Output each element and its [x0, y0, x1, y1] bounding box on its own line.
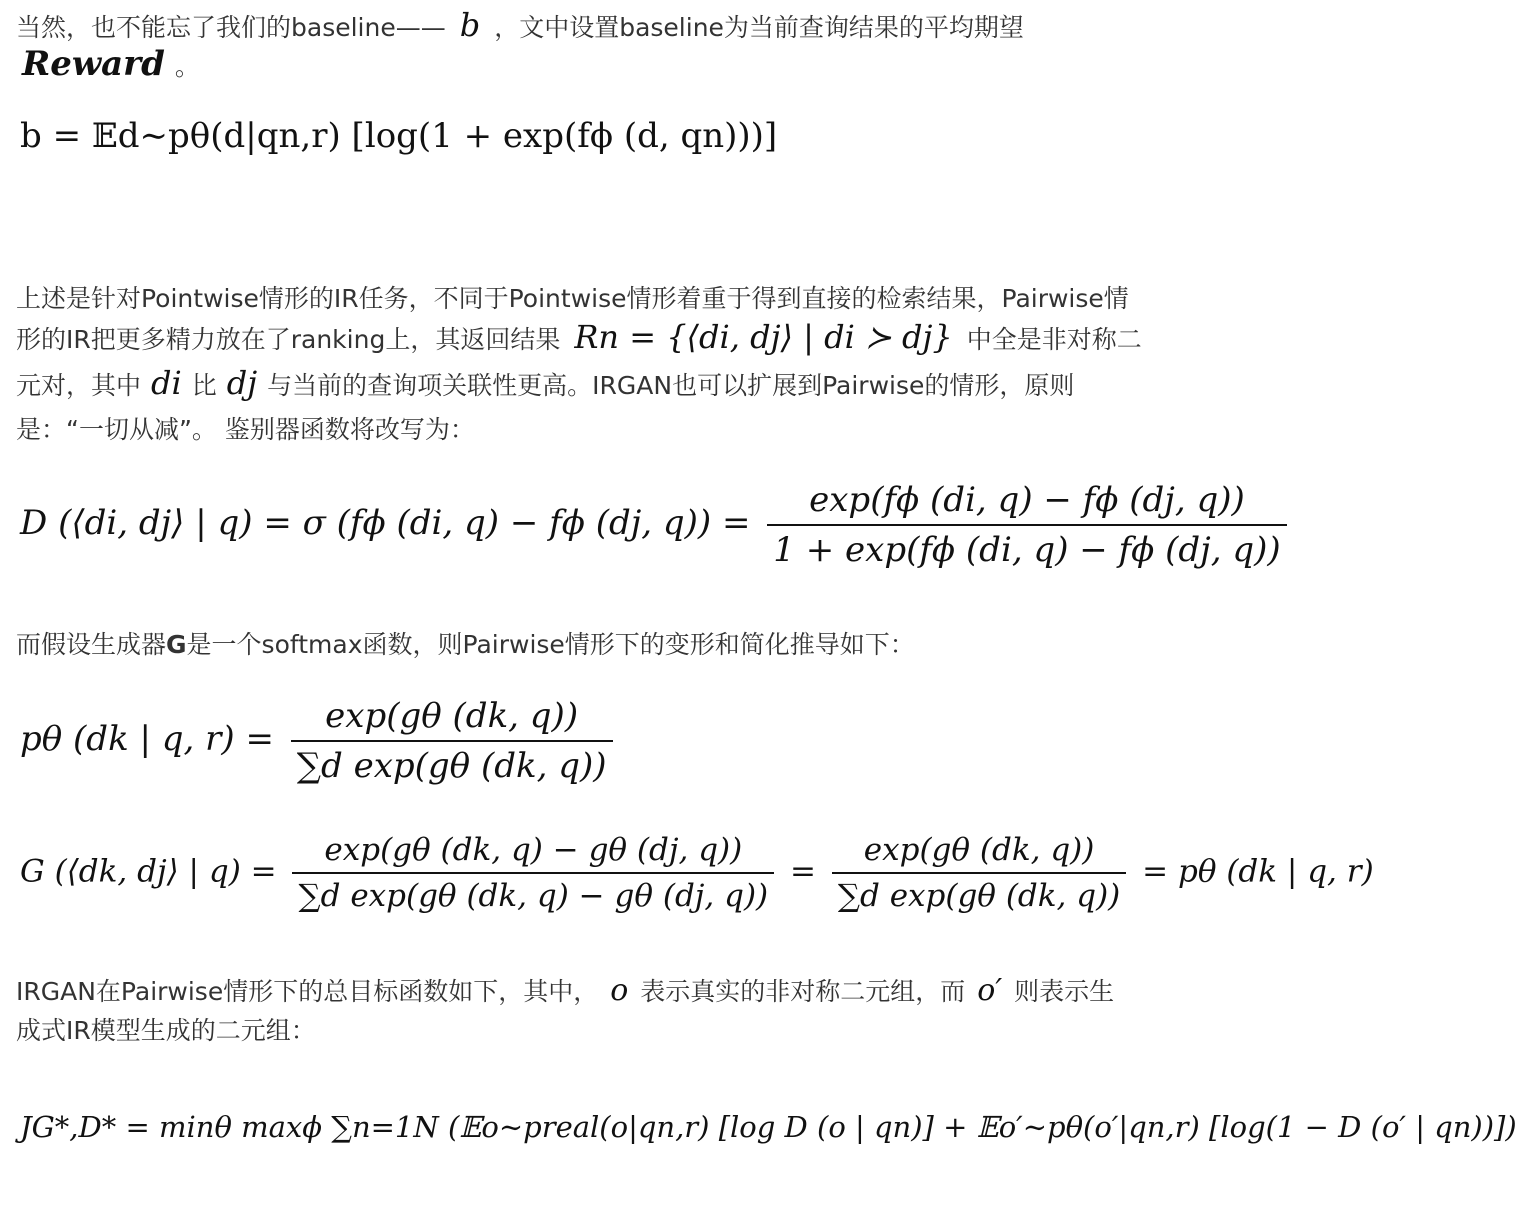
reward-symbol: Reward: [22, 44, 165, 84]
objective-text-b: 表示真实的非对称二元组，而: [640, 977, 966, 1006]
reward-line: [22, 44, 200, 84]
objective-text-a: IRGAN在Pairwise情形下的总目标函数如下，其中，: [16, 977, 599, 1006]
equation-discriminator-fraction: [767, 480, 1286, 570]
equation-p-theta-numerator: exp(gθ (dk, q)): [291, 696, 613, 742]
equation-generator-numerator-1: exp(gθ (dk, q) − gθ (dj, q)): [292, 832, 774, 874]
pairwise-line-2a: 形的IR把更多精力放在了ranking上，其返回结果: [16, 325, 561, 354]
pairwise-line-3b: 比: [191, 371, 217, 400]
pairwise-result-set: Rn = {⟨di, dj⟩ | di ≻ dj}: [574, 318, 953, 356]
pairwise-line-2: [16, 318, 1142, 356]
baseline-b-symbol: b: [459, 6, 481, 44]
equation-generator: [20, 832, 1374, 914]
pairwise-line-3c: 与当前的查询项关联性更高。IRGAN也可以扩展到Pairwise的情形，原则: [267, 371, 1075, 400]
generator-paragraph: [16, 625, 915, 661]
equation-baseline-text: b = 𝔼d∼pθ(d|qn,r) [log(1 + exp(fϕ (d, qn)))]: [20, 116, 778, 156]
pairwise-line-3: [16, 364, 1074, 402]
objective-text-c: 则表示生: [1014, 977, 1115, 1006]
equation-generator-rhs: = pθ (dk | q, r): [1142, 853, 1374, 890]
equation-p-theta-lhs: pθ (dk | q, r) =: [20, 719, 274, 759]
equation-objective: [20, 1110, 1517, 1144]
generator-text-a: 而假设生成器: [16, 630, 167, 659]
baseline-paragraph: [16, 6, 1024, 44]
equation-generator-numerator-2: exp(gθ (dk, q)): [832, 832, 1126, 874]
pairwise-line-2b: 中全是非对称二: [966, 325, 1142, 354]
equation-generator-fraction-1: [292, 832, 774, 914]
equation-p-theta-denominator: ∑d exp(gθ (dk, q)): [296, 746, 607, 786]
generator-text-b: 是一个softmax函数，则Pairwise情形下的变形和简化推导如下：: [186, 630, 915, 659]
equation-baseline: [20, 116, 777, 156]
baseline-intro: 当然，也不能忘了我们的baseline——: [16, 13, 446, 42]
objective-line-1: [16, 972, 1114, 1008]
pairwise-line-3a: 元对，其中: [16, 371, 142, 400]
equation-generator-fraction-2: [832, 832, 1126, 914]
equation-generator-denominator-2: ∑d exp(gθ (dk, q)): [837, 878, 1121, 914]
equation-generator-lhs: G (⟨dk, dj⟩ | q) =: [20, 853, 277, 890]
reward-period: 。: [174, 52, 200, 81]
equation-generator-denominator-1: ∑d exp(gθ (dk, q) − gθ (dj, q)): [298, 878, 769, 914]
symbol-o-prime: o′: [977, 973, 1003, 1008]
symbol-o: o: [610, 973, 629, 1008]
equation-discriminator: [20, 480, 1293, 570]
equation-discriminator-denominator: 1 + exp(fϕ (di, q) − fϕ (dj, q)): [773, 530, 1281, 570]
symbol-di: di: [151, 364, 182, 402]
baseline-desc: ，文中设置baseline为当前查询结果的平均期望: [494, 13, 1024, 42]
equation-discriminator-lhs: D (⟨di, dj⟩ | q) = σ (fϕ (di, q) − fϕ (dj, q)) =: [20, 503, 751, 543]
equation-p-theta: [20, 696, 619, 786]
symbol-dj: dj: [226, 364, 258, 402]
pairwise-line-4: 是：“一切从减”。 鉴别器函数将改写为：: [16, 415, 475, 444]
equation-generator-equals: =: [790, 853, 816, 890]
equation-discriminator-numerator: exp(fϕ (di, q) − fϕ (dj, q)): [767, 480, 1286, 526]
equation-p-theta-fraction: [291, 696, 613, 786]
pairwise-line-1: 上述是针对Pointwise情形的IR任务，不同于Pointwise情形着重于得到直接的检索结果，Pairwise情: [16, 284, 1129, 313]
equation-objective-text: JG*,D* = minθ maxϕ ∑n=1N (𝔼o∼preal(o|qn,r) [log D (o | qn)] + 𝔼o′∼pθ(o′|qn,r) [log(1 − D (o′ | qn))]): [20, 1110, 1517, 1144]
objective-line-2: 成式IR模型生成的二元组：: [16, 1016, 316, 1045]
generator-symbol-G: G: [166, 630, 187, 659]
